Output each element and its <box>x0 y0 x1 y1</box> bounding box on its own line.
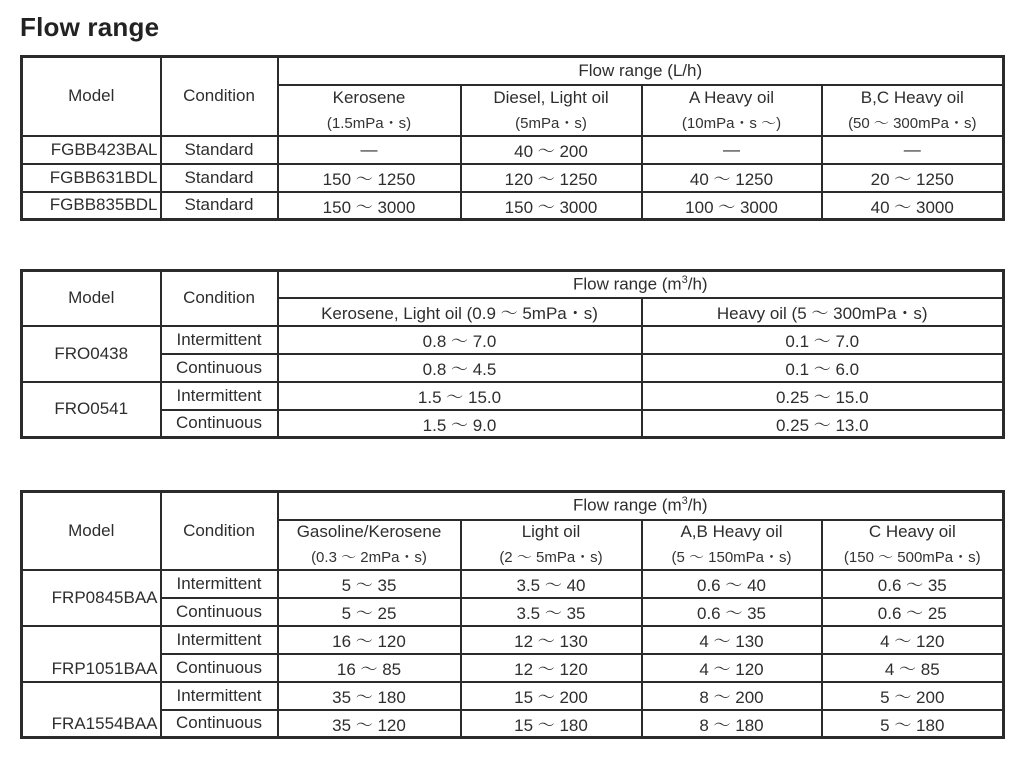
condition-cell: Continuous <box>161 354 278 382</box>
header-fuel-kerosene-light-oil: Kerosene, Light oil (0.9 ～ 5mPa・s) <box>278 298 642 326</box>
value-cell: 16 ～ 85 <box>278 654 461 682</box>
value-cell: 100 ～ 3000 <box>642 192 822 220</box>
value-cell: 150 ～ 3000 <box>461 192 642 220</box>
value-cell: 12 ～ 130 <box>461 626 642 654</box>
model-cell: FRO0438 <box>22 326 161 382</box>
header-condition: Condition <box>161 57 278 136</box>
condition-cell: Continuous <box>161 654 278 682</box>
value-cell: 0.6 ～ 40 <box>642 570 822 598</box>
condition-cell: Intermittent <box>161 326 278 354</box>
value-cell: 20 ～ 1250 <box>822 164 1004 192</box>
condition-cell: Intermittent <box>161 626 278 654</box>
value-cell: 4 ～ 120 <box>642 654 822 682</box>
value-cell: 40 ～ 3000 <box>822 192 1004 220</box>
table-row <box>22 410 1004 438</box>
value-cell: 40 ～ 1250 <box>642 164 822 192</box>
table-row <box>22 164 1004 192</box>
header-fuel-heavy-oil: Heavy oil (5 ～ 300mPa・s) <box>642 298 1004 326</box>
condition-cell: Standard <box>161 164 278 192</box>
header-fuel-gasoline-kerosene: Gasoline/Kerosene (0.3 ～ 2mPa・s) <box>278 520 461 570</box>
header-flow-range: Flow range $(m^3/h)$ <box>278 492 1004 520</box>
condition-cell: Standard <box>161 192 278 220</box>
value-cell: 0.8 ～ 4.5 <box>278 354 642 382</box>
condition-cell: Intermittent <box>161 382 278 410</box>
value-cell: 0.25 ～ 13.0 <box>642 410 1004 438</box>
value-cell: 16 ～ 120 <box>278 626 461 654</box>
header-fuel-bc-heavy-oil: B,C Heavy oil (50 ～ 300mPa・s) <box>822 85 1004 136</box>
model-cell: FRP0845BAA <box>22 570 161 626</box>
value-cell: 0.1 ～ 7.0 <box>642 326 1004 354</box>
value-cell: 8 ～ 180 <box>642 710 822 738</box>
value-cell: 5 ～ 35 <box>278 570 461 598</box>
table-row <box>22 136 1004 164</box>
value-cell: 1.5 ～ 9.0 <box>278 410 642 438</box>
model-cell: FRP1051BAA <box>22 626 161 682</box>
header-fuel-diesel-light-oil: Diesel, Light oil (5mPa・s) <box>461 85 642 136</box>
value-cell: 15 ～ 200 <box>461 682 642 710</box>
table-row <box>22 570 1004 598</box>
model-cell: FGBB631BDL <box>22 164 161 192</box>
table-row <box>22 710 1004 738</box>
value-cell: 35 ～ 180 <box>278 682 461 710</box>
header-flow-range: Flow range (L/h) <box>278 57 1004 85</box>
value-cell: 0.6 ～ 35 <box>822 570 1004 598</box>
flow-range-table-lh <box>20 55 1005 221</box>
value-cell: 4 ～ 130 <box>642 626 822 654</box>
value-cell: 3.5 ～ 40 <box>461 570 642 598</box>
value-cell: 15 ～ 180 <box>461 710 642 738</box>
flow-range-table-m3h-fro <box>20 269 1005 439</box>
condition-cell: Intermittent <box>161 682 278 710</box>
flow-range-table-m3h-frp <box>20 490 1005 739</box>
value-cell: 40 ～ 200 <box>461 136 642 164</box>
value-cell: 0.1 ～ 6.0 <box>642 354 1004 382</box>
header-condition: Condition <box>161 492 278 570</box>
value-cell: 120 ～ 1250 <box>461 164 642 192</box>
value-cell: 0.25 ～ 15.0 <box>642 382 1004 410</box>
table-row <box>22 382 1004 410</box>
header-model: Model <box>22 492 161 570</box>
condition-cell: Intermittent <box>161 570 278 598</box>
value-cell: 8 ～ 200 <box>642 682 822 710</box>
value-cell: 5 ～ 25 <box>278 598 461 626</box>
table-row <box>22 626 1004 654</box>
model-cell: FRO0541 <box>22 382 161 438</box>
value-cell: 150 ～ 3000 <box>278 192 461 220</box>
value-cell: 4 ～ 120 <box>822 626 1004 654</box>
header-fuel-ab-heavy-oil: A,B Heavy oil (5 ～ 150mPa・s) <box>642 520 822 570</box>
condition-cell: Continuous <box>161 410 278 438</box>
table-row <box>22 326 1004 354</box>
table-row <box>22 354 1004 382</box>
value-cell: 0.6 ～ 25 <box>822 598 1004 626</box>
value-cell: 0.6 ～ 35 <box>642 598 822 626</box>
model-cell: FGBB423BAL <box>22 136 161 164</box>
table-row <box>22 682 1004 710</box>
condition-cell: Continuous <box>161 710 278 738</box>
value-cell: 1.5 ～ 15.0 <box>278 382 642 410</box>
value-cell: ― <box>278 136 461 164</box>
header-model: Model <box>22 271 161 326</box>
value-cell: 5 ～ 200 <box>822 682 1004 710</box>
value-cell: 12 ～ 120 <box>461 654 642 682</box>
header-fuel-a-heavy-oil: A Heavy oil (10mPa・s ～) <box>642 85 822 136</box>
header-fuel-light-oil: Light oil (2 ～ 5mPa・s) <box>461 520 642 570</box>
header-flow-range: Flow range $(m^3/h)$ <box>278 271 1004 298</box>
table-row <box>22 598 1004 626</box>
header-model: Model <box>22 57 161 136</box>
table-row <box>22 654 1004 682</box>
table-row <box>22 192 1004 220</box>
header-fuel-kerosene: Kerosene (1.5mPa・s) <box>278 85 461 136</box>
value-cell: 0.8 ～ 7.0 <box>278 326 642 354</box>
condition-cell: Continuous <box>161 598 278 626</box>
condition-cell: Standard <box>161 136 278 164</box>
value-cell: 5 ～ 180 <box>822 710 1004 738</box>
value-cell: ― <box>822 136 1004 164</box>
value-cell: 3.5 ～ 35 <box>461 598 642 626</box>
header-fuel-c-heavy-oil: C Heavy oil (150 ～ 500mPa・s) <box>822 520 1004 570</box>
header-condition: Condition <box>161 271 278 326</box>
value-cell: 4 ～ 85 <box>822 654 1004 682</box>
value-cell: ― <box>642 136 822 164</box>
value-cell: 35 ～ 120 <box>278 710 461 738</box>
model-cell: FRA1554BAA <box>22 682 161 738</box>
model-cell: FGBB835BDL <box>22 192 161 220</box>
value-cell: 150 ～ 1250 <box>278 164 461 192</box>
page-title: Flow range <box>20 12 160 42</box>
